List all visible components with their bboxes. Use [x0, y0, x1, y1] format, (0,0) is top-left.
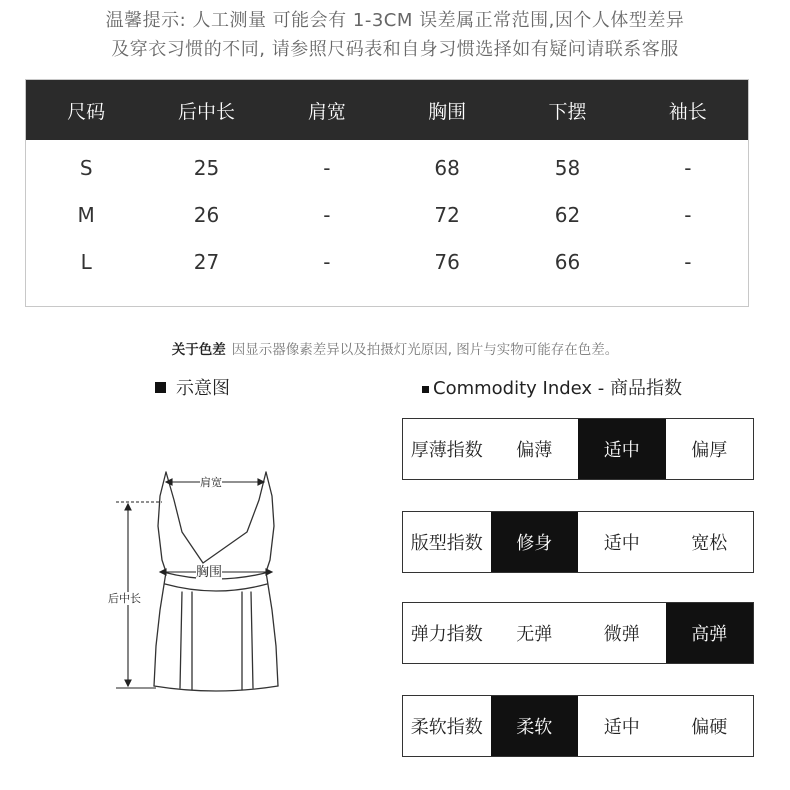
table-cell: 66 [554, 249, 581, 274]
diagram-title-text: 示意图 [176, 378, 230, 399]
index-option: 宽松 [691, 533, 728, 554]
index-option-selected: 适中 [578, 419, 666, 479]
table-row [26, 144, 748, 191]
color-note-lead: 关于色差 [171, 342, 226, 358]
table-cell: S [79, 155, 93, 180]
index-label: 柔软指数 [410, 717, 483, 738]
table-cell: - [684, 249, 692, 274]
table-cell: L [80, 249, 92, 274]
chest-label: 胸围 [196, 565, 223, 580]
color-note-text: 因显示器像素差异以及拍摄灯光原因, 图片与实物可能存在色差。 [231, 342, 619, 358]
table-cell: - [323, 155, 331, 180]
table-cell: 62 [554, 202, 581, 227]
square-bullet-icon [422, 386, 429, 393]
index-option: 适中 [603, 533, 640, 554]
index-option: 偏硬 [691, 717, 728, 738]
header-cell-back-length: 后中长 [177, 100, 235, 123]
index-label: 版型指数 [410, 533, 483, 554]
table-row [26, 191, 748, 238]
index-option: 偏薄 [516, 440, 553, 461]
index-option-selected: 柔软 [491, 696, 579, 756]
table-cell: - [684, 202, 692, 227]
index-row-fit [402, 511, 754, 573]
index-label: 厚薄指数 [410, 440, 483, 461]
table-cell: - [323, 249, 331, 274]
table-cell: 26 [193, 202, 220, 227]
commodity-index-title-text: Commodity Index - 商品指数 [433, 378, 683, 399]
header-cell-hem: 下摆 [548, 100, 587, 123]
index-option-selected: 高弹 [666, 603, 754, 663]
table-cell: 76 [434, 249, 460, 274]
index-option: 适中 [603, 717, 640, 738]
size-table-header [26, 80, 748, 140]
garment-diagram [100, 460, 300, 700]
index-option: 偏厚 [691, 440, 728, 461]
table-cell: 68 [434, 155, 460, 180]
notice-line-2: 及穿衣习惯的不同, 请参照尺码表和自身习惯选择如有疑问请联系客服 [111, 39, 679, 60]
index-row-thickness [402, 418, 754, 480]
table-cell: 27 [193, 249, 220, 274]
table-cell: M [77, 202, 95, 227]
table-cell: 25 [193, 155, 220, 180]
header-cell-chest: 胸围 [428, 100, 467, 123]
commodity-index-title [422, 374, 682, 400]
color-difference-note [0, 338, 790, 358]
header-cell-shoulder: 肩宽 [307, 100, 346, 123]
index-option: 微弹 [603, 624, 640, 645]
table-cell: 58 [554, 155, 581, 180]
index-row-softness [402, 695, 754, 757]
notice-line-1: 温馨提示: 人工测量 可能会有 1-3CM 误差属正常范围,因个人体型差异 [105, 10, 685, 31]
size-table [25, 79, 749, 307]
index-option-selected: 修身 [491, 512, 579, 572]
index-option: 无弹 [516, 624, 553, 645]
index-row-elasticity [402, 602, 754, 664]
table-cell: - [684, 155, 692, 180]
back-length-label: 后中长 [108, 592, 141, 605]
header-cell-sleeve: 袖长 [668, 100, 707, 123]
measurement-notice [0, 6, 790, 64]
diagram-title [155, 374, 230, 400]
index-label: 弹力指数 [410, 624, 483, 645]
table-row [26, 238, 748, 285]
table-cell: 72 [434, 202, 460, 227]
table-cell: - [323, 202, 331, 227]
square-bullet-icon [155, 382, 166, 393]
tank-top-sketch-icon [100, 460, 300, 700]
shoulder-label: 肩宽 [200, 476, 222, 489]
header-cell-size: 尺码 [67, 100, 106, 123]
